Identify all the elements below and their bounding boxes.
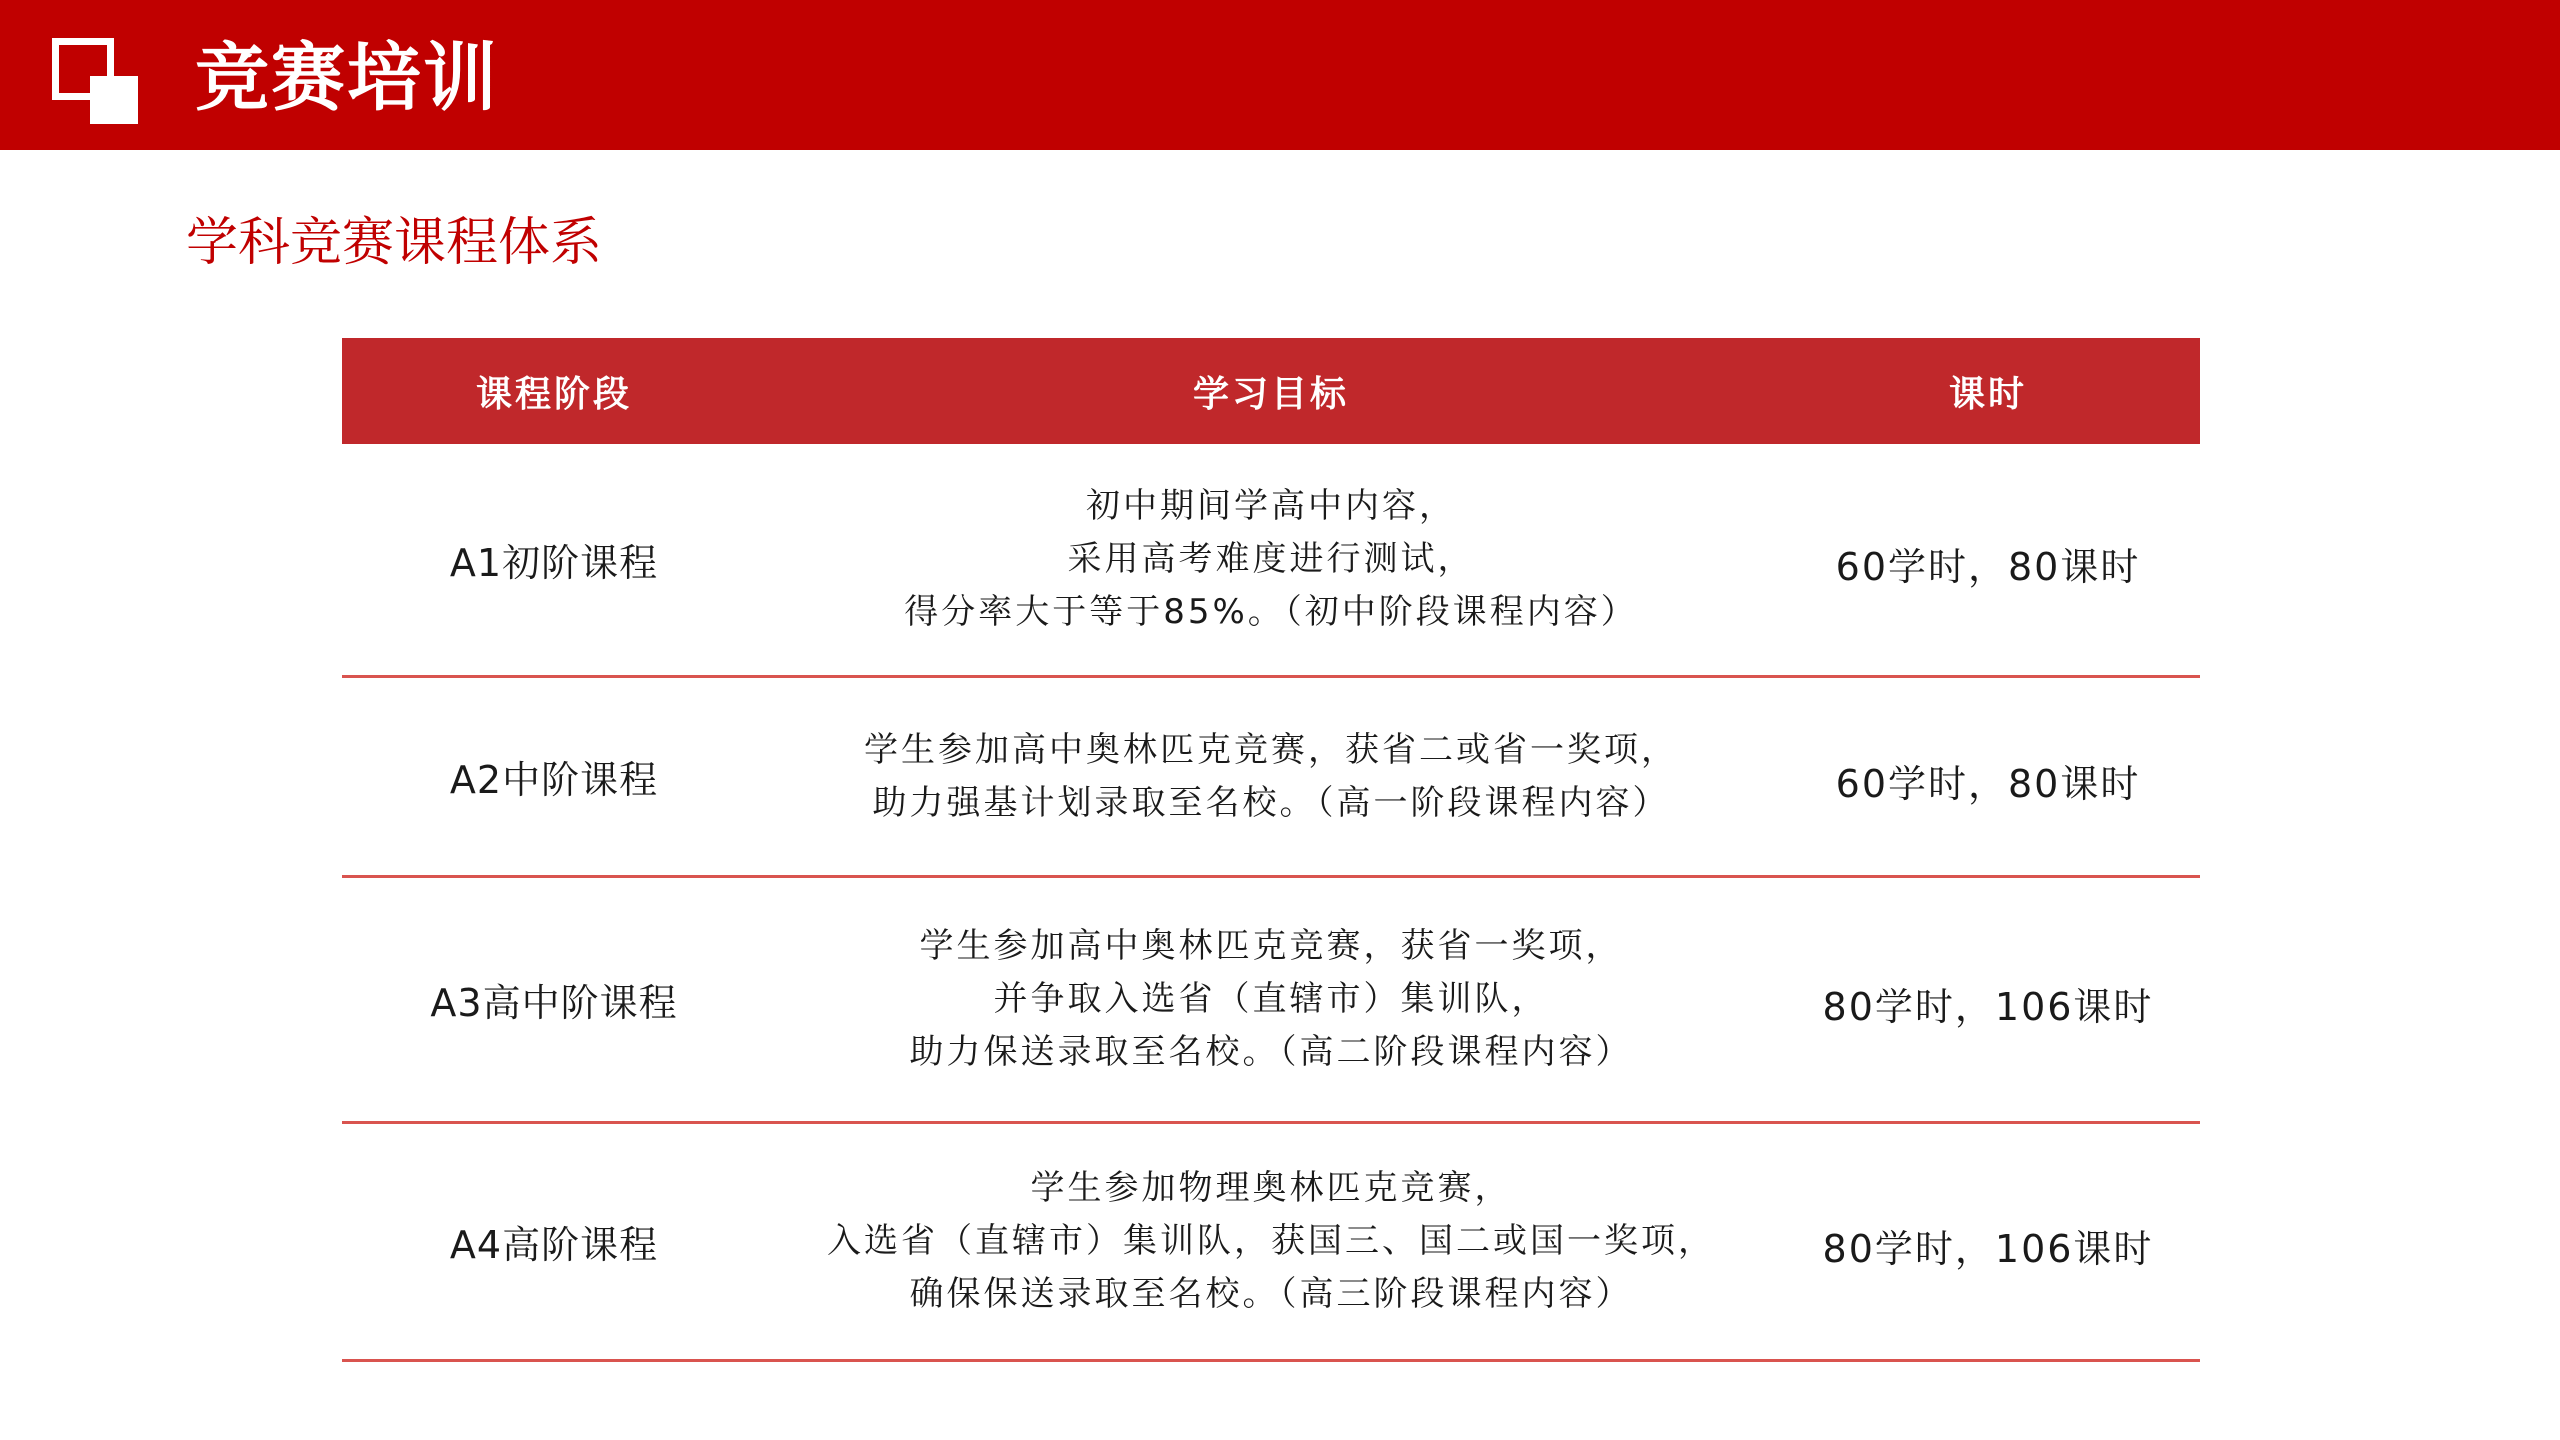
goal-line: 学生参加高中奥林匹克竞赛，获省一奖项，: [919, 926, 1623, 966]
table-row: [342, 444, 2200, 678]
hours-cell: 80学时，106课时: [1822, 1227, 2154, 1271]
stage-cell: A1初阶课程: [449, 541, 659, 585]
table-row: [342, 878, 2200, 1124]
column-header-hours: 课时: [1948, 373, 2027, 415]
header-bar: [0, 0, 2560, 150]
goal-cell: [766, 480, 1776, 639]
table-header-row: [342, 338, 2200, 444]
goal-line: 得分率大于等于85%。（初中阶段课程内容）: [904, 592, 1638, 632]
goal-line: 入选省（直辖市）集训队，获国三、国二或国一奖项，: [827, 1221, 1715, 1261]
hours-cell: 60学时，80课时: [1835, 762, 2141, 806]
stage-cell: A4高阶课程: [449, 1223, 659, 1267]
goal-line: 学生参加物理奥林匹克竞赛，: [1030, 1168, 1512, 1208]
page-title: 竞赛培训: [195, 35, 499, 121]
section-title: 学科竞赛课程体系: [186, 213, 603, 273]
goal-cell: [766, 724, 1776, 830]
goal-cell: [766, 1162, 1776, 1321]
table-row: [342, 678, 2200, 878]
hours-cell: 60学时，80课时: [1835, 545, 2141, 589]
course-table: [342, 338, 2200, 1362]
goal-line: 确保保送录取至名校。（高三阶段课程内容）: [909, 1274, 1633, 1314]
table-row: [342, 1124, 2200, 1362]
goal-line: 学生参加高中奥林匹克竞赛，获省二或省一奖项，: [864, 729, 1678, 770]
goal-line: 并争取入选省（直辖市）集训队，: [993, 979, 1549, 1019]
goal-line: 采用高考难度进行测试，: [1067, 539, 1475, 579]
logo-filled-square: [90, 76, 138, 124]
logo-squares-icon: [52, 38, 138, 124]
goal-line: 助力强基计划录取至名校。（高一阶段课程内容）: [872, 782, 1670, 823]
stage-cell: A3高中阶课程: [430, 981, 678, 1025]
goal-cell: [766, 920, 1776, 1079]
hours-cell: 80学时，106课时: [1822, 985, 2154, 1029]
goal-line: 初中期间学高中内容，: [1086, 486, 1456, 526]
stage-cell: A2中阶课程: [449, 758, 659, 802]
goal-line: 助力保送录取至名校。（高二阶段课程内容）: [909, 1032, 1633, 1072]
column-header-stage: 课程阶段: [475, 373, 632, 415]
column-header-goal: 学习目标: [1192, 373, 1349, 415]
